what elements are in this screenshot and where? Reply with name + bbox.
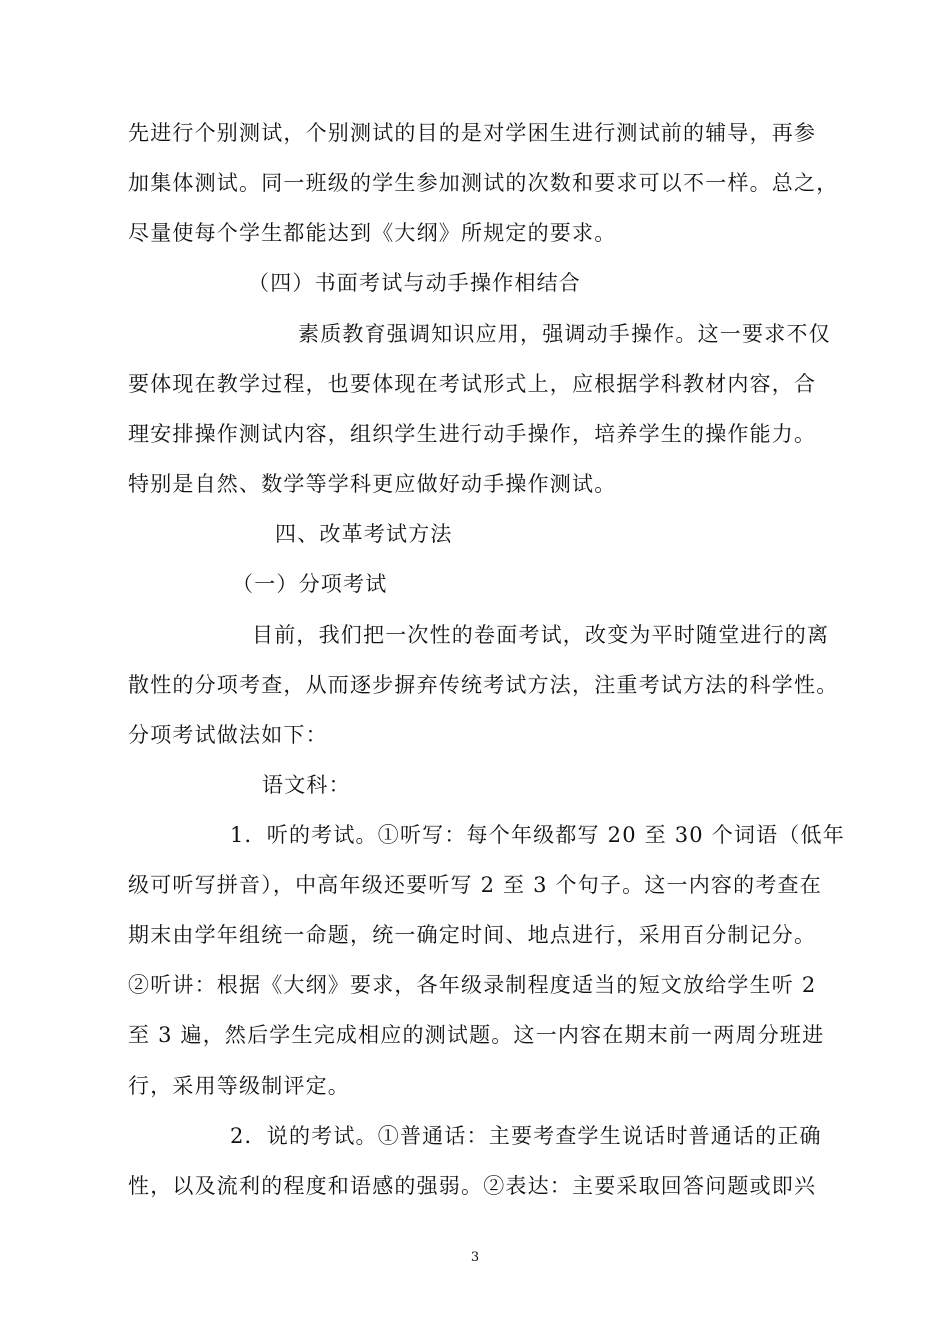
subsection-heading: （一）分项考试 <box>232 572 388 596</box>
paragraph-line: 先进行个别测试，个别测试的目的是对学困生进行测试前的辅导，再参 <box>128 121 817 145</box>
paragraph-line: 尽量使每个学生都能达到《大纲》所规定的要求。 <box>128 221 617 245</box>
paragraph-line: 2．说的考试。①普通话：主要考查学生说话时普通话的正确 <box>230 1124 822 1148</box>
section-heading: 四、改革考试方法 <box>275 522 453 546</box>
paragraph-line: ②听讲：根据《大纲》要求，各年级录制程度适当的短文放给学生听 2 <box>128 973 817 997</box>
paragraph-line: 散性的分项考查，从而逐步摒弃传统考试方法，注重考试方法的科学性。 <box>128 673 839 697</box>
paragraph-line: 特别是自然、数学等学科更应做好动手操作测试。 <box>128 472 617 496</box>
page-number: 3 <box>470 1250 480 1265</box>
paragraph-line: 期末由学年组统一命题，统一确定时间、地点进行，采用百分制记分。 <box>128 923 817 947</box>
paragraph-line: 理安排操作测试内容，组织学生进行动手操作，培养学生的操作能力。 <box>128 422 817 446</box>
paragraph-line: 素质教育强调知识应用，强调动手操作。这一要求不仅 <box>298 322 831 346</box>
paragraph-line: 至 3 遍，然后学生完成相应的测试题。这一内容在期末前一两周分班进 <box>128 1023 825 1047</box>
paragraph-line: 行，采用等级制评定。 <box>128 1074 350 1098</box>
paragraph-line: 1．听的考试。①听写：每个年级都写 20 至 30 个词语（低年 <box>230 823 845 847</box>
paragraph-line: 目前，我们把一次性的卷面考试，改变为平时随堂进行的离 <box>252 623 830 647</box>
paragraph-line: 性，以及流利的程度和语感的强弱。②表达：主要采取回答问题或即兴 <box>128 1174 817 1198</box>
paragraph-line: 要体现在教学过程，也要体现在考试形式上，应根据学科教材内容，合 <box>128 372 817 396</box>
paragraph-line: 级可听写拼音），中高年级还要听写 2 至 3 个句子。这一内容的考查在 <box>128 873 822 897</box>
section-heading: （四）书面考试与动手操作相结合 <box>248 271 581 295</box>
paragraph-line: 加集体测试。同一班级的学生参加测试的次数和要求可以不一样。总之， <box>128 171 839 195</box>
paragraph-line: 分项考试做法如下： <box>128 723 328 747</box>
subject-heading: 语文科： <box>262 773 351 797</box>
